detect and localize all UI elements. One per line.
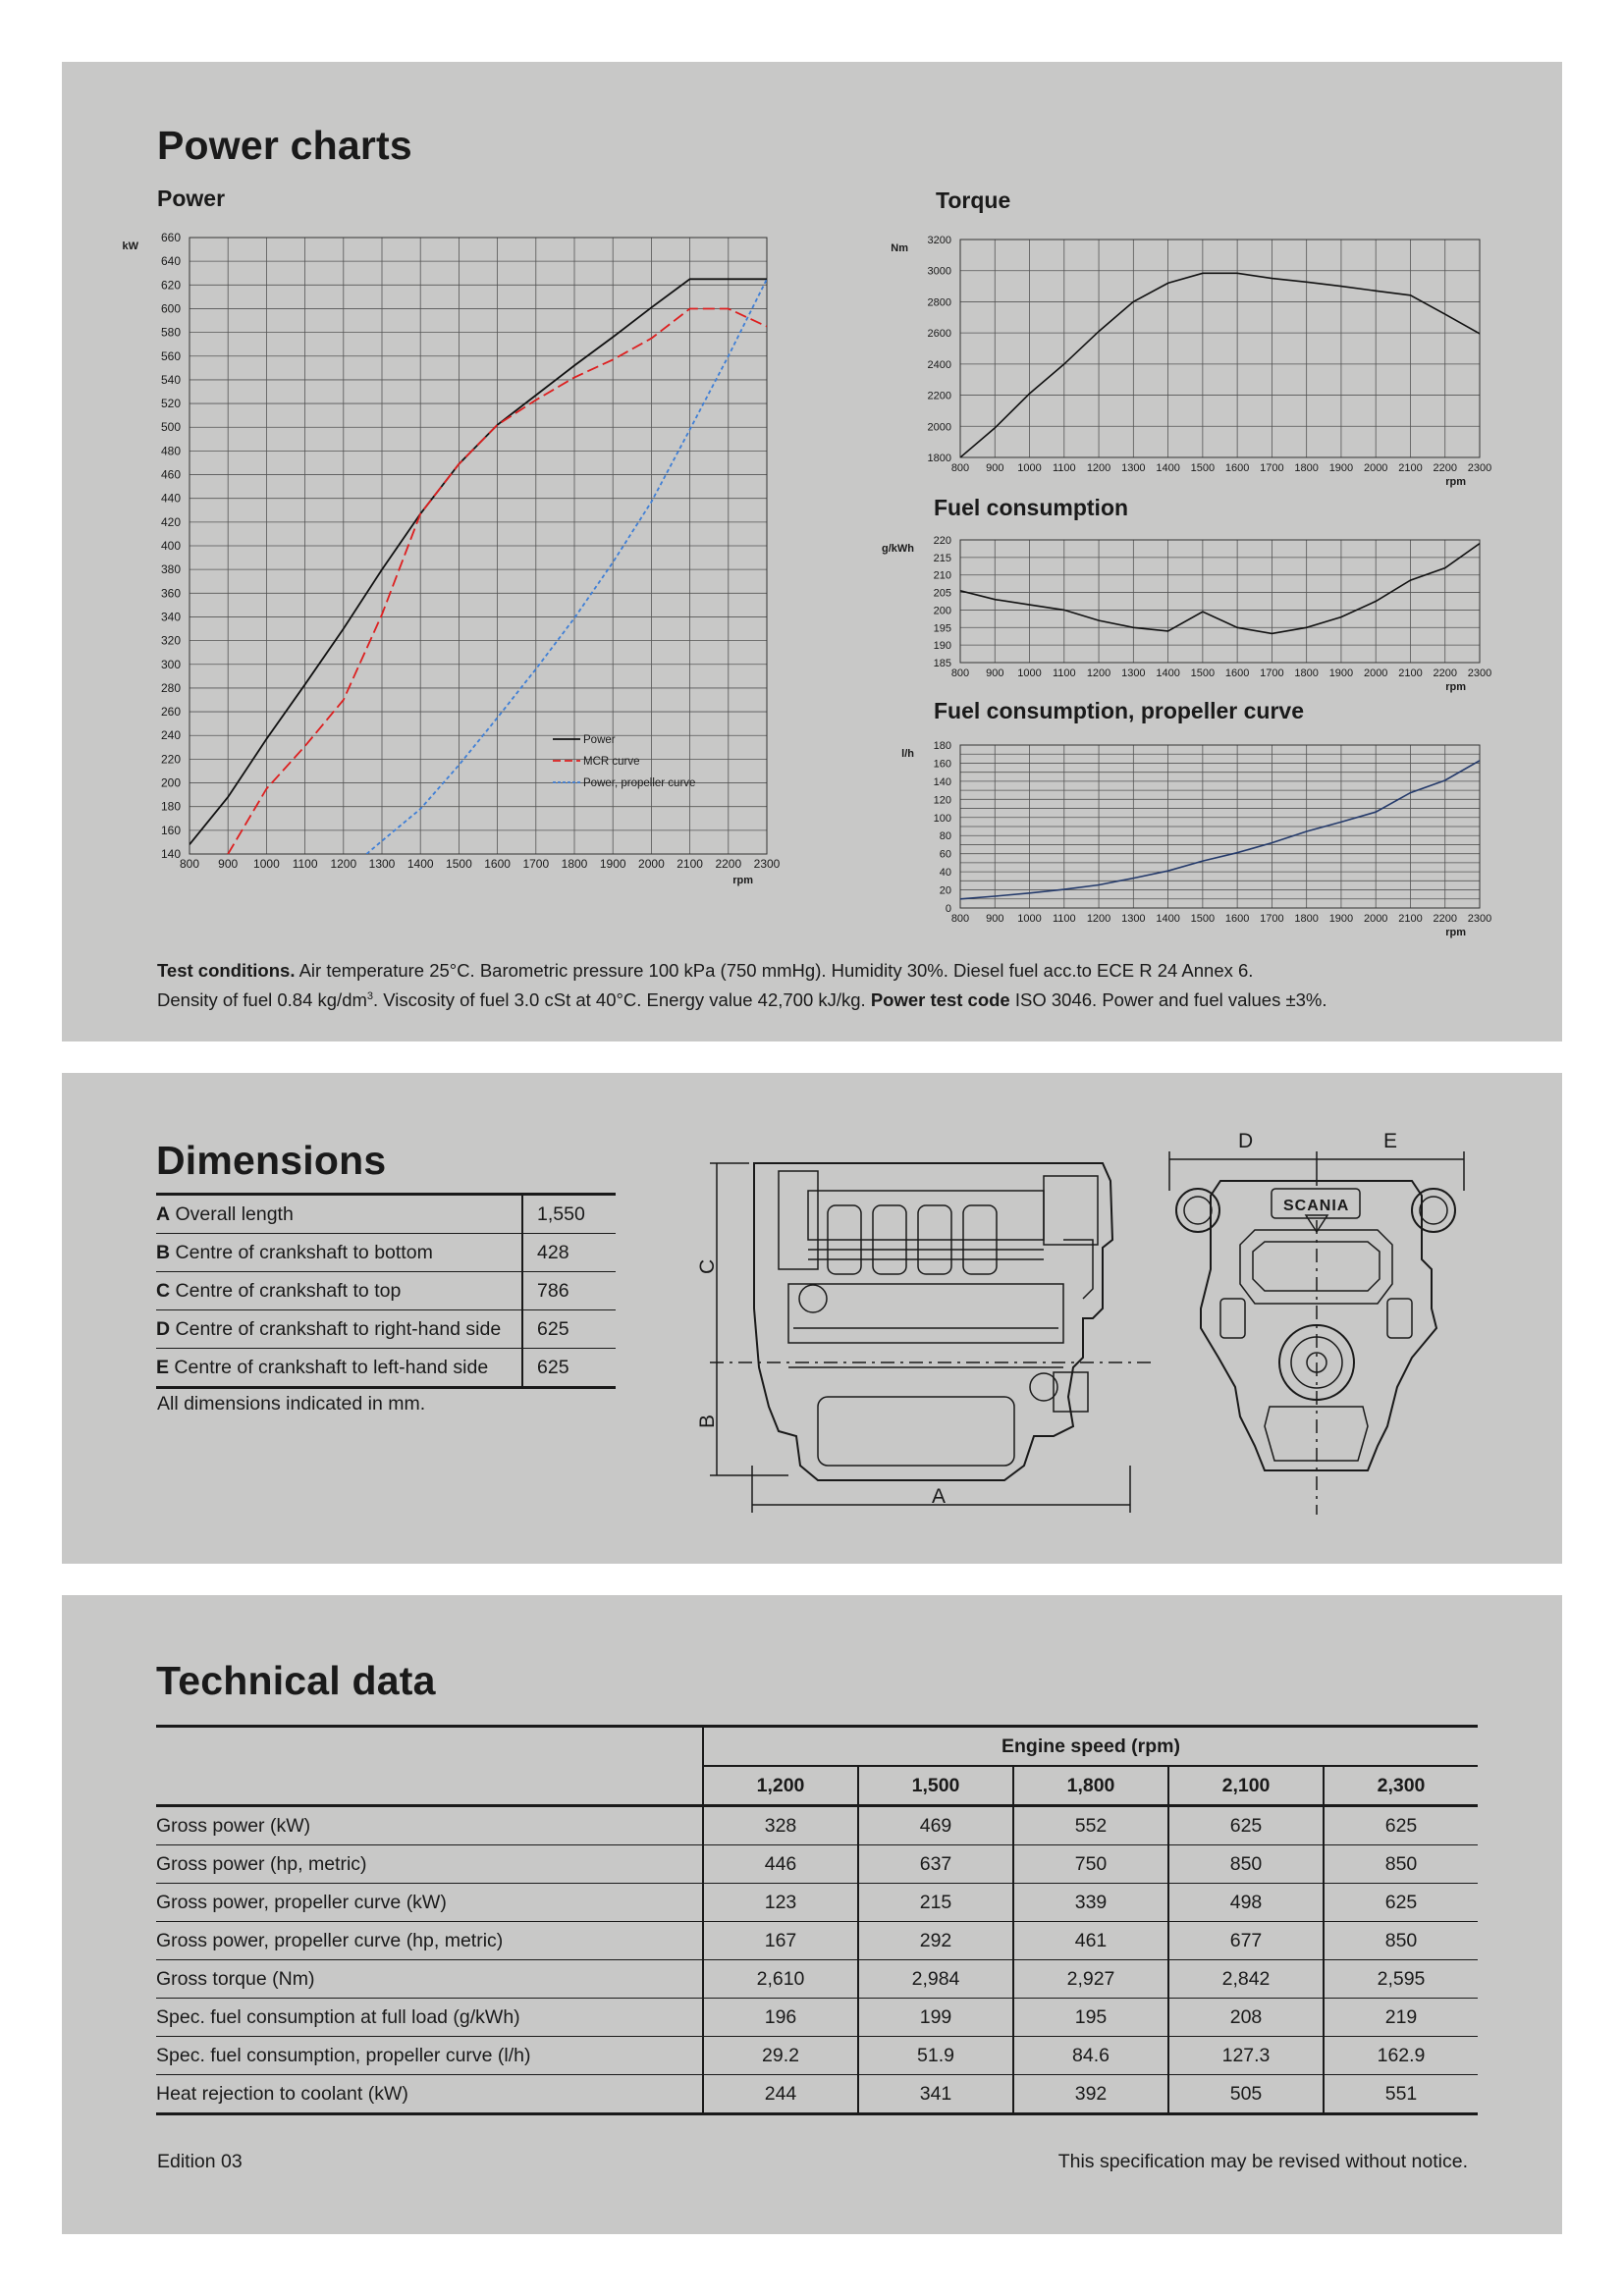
drawing-label-d: D bbox=[1238, 1130, 1254, 1152]
y-tick-label: 260 bbox=[160, 705, 181, 720]
table-cell: 469 bbox=[858, 1806, 1013, 1845]
row-label: Gross power, propeller curve (hp, metric) bbox=[156, 1922, 703, 1960]
technical-data-table bbox=[156, 1725, 1478, 2115]
x-tick-label: 1100 bbox=[1052, 667, 1076, 679]
y-tick-label: 580 bbox=[160, 325, 181, 340]
x-tick-label: 1000 bbox=[1017, 462, 1042, 474]
fuel-prop-chart-title: Fuel consumption, propeller curve bbox=[934, 698, 1305, 723]
y-tick-label: 540 bbox=[160, 372, 181, 387]
table-cell: 677 bbox=[1168, 1922, 1324, 1960]
test-conditions-lead: Test conditions. bbox=[157, 960, 296, 981]
x-tick-label: 2200 bbox=[1433, 913, 1457, 925]
y-tick-label: 3000 bbox=[927, 265, 951, 278]
dimension-value: 625 bbox=[522, 1349, 616, 1388]
drawing-label-a: A bbox=[932, 1485, 947, 1508]
table-row bbox=[156, 2037, 1478, 2075]
y-axis-label: l/h bbox=[901, 748, 914, 760]
x-tick-label: 2200 bbox=[1433, 462, 1457, 474]
edition-label: Edition 03 bbox=[157, 2151, 243, 2172]
technical-data-title: Technical data bbox=[156, 1658, 436, 1703]
x-tick-label: 1800 bbox=[1294, 462, 1319, 474]
table-cell: 196 bbox=[703, 1999, 858, 2037]
table-row bbox=[156, 2075, 1478, 2114]
x-tick-label: 1600 bbox=[1224, 913, 1250, 925]
y-tick-label: 140 bbox=[933, 775, 951, 788]
y-tick-label: 420 bbox=[160, 514, 181, 529]
y-tick-label: 215 bbox=[933, 552, 951, 564]
fuel-propeller-chart bbox=[62, 62, 1562, 955]
y-tick-label: 180 bbox=[160, 799, 181, 814]
table-cell: 219 bbox=[1324, 1999, 1478, 2037]
test-conditions-text2b: . Viscosity of fuel 3.0 cSt at 40°C. Energy value 42,700 kJ/kg. bbox=[373, 989, 871, 1011]
y-tick-label: 80 bbox=[939, 830, 951, 843]
y-tick-label: 2600 bbox=[927, 328, 951, 341]
x-tick-label: 1300 bbox=[1121, 667, 1146, 679]
y-tick-label: 60 bbox=[939, 848, 951, 861]
x-tick-label: 2100 bbox=[1398, 913, 1423, 925]
x-tick-label: 1100 bbox=[1052, 462, 1076, 474]
x-tick-label: 800 bbox=[950, 667, 970, 679]
drawing-label-e: E bbox=[1383, 1130, 1398, 1152]
legend-label: Power bbox=[583, 734, 616, 746]
x-tick-label: 1500 bbox=[1190, 667, 1216, 679]
table-row bbox=[156, 1884, 1478, 1922]
dimension-text: Centre of crankshaft to bottom bbox=[170, 1241, 433, 1263]
y-tick-label: 100 bbox=[933, 812, 951, 825]
row-label: Gross torque (Nm) bbox=[156, 1960, 703, 1999]
x-tick-label: 2100 bbox=[1398, 667, 1423, 679]
dimension-value: 1,550 bbox=[522, 1195, 616, 1234]
y-tick-label: 220 bbox=[160, 752, 181, 767]
power-charts-panel bbox=[62, 62, 1562, 1041]
table-row bbox=[156, 1845, 1478, 1884]
chart-grid bbox=[960, 745, 1480, 908]
y-tick-label: 185 bbox=[933, 658, 951, 669]
y-tick-label: 3200 bbox=[927, 235, 951, 246]
power-test-code-lead: Power test code bbox=[870, 989, 1010, 1011]
engine-speed-header: Engine speed (rpm) bbox=[703, 1727, 1478, 1767]
table-cell: 625 bbox=[1324, 1806, 1478, 1845]
y-tick-label: 500 bbox=[160, 420, 181, 435]
test-conditions-sup: 3 bbox=[366, 990, 374, 1002]
x-tick-label: 1000 bbox=[253, 857, 280, 871]
x-tick-label: 1500 bbox=[446, 857, 472, 871]
y-tick-label: 640 bbox=[160, 254, 181, 269]
x-tick-label: 2000 bbox=[1363, 667, 1388, 679]
scania-logo-text: SCANIA bbox=[1283, 1198, 1350, 1214]
x-tick-label: 1000 bbox=[1017, 913, 1042, 925]
x-tick-label: 1900 bbox=[1328, 667, 1354, 679]
x-tick-label: 1900 bbox=[599, 857, 626, 871]
x-tick-label: 2100 bbox=[677, 857, 703, 871]
table-cell: 208 bbox=[1168, 1999, 1324, 2037]
y-tick-label: 620 bbox=[160, 278, 181, 293]
power-charts-title: Power charts bbox=[157, 123, 412, 168]
table-cell: 215 bbox=[858, 1884, 1013, 1922]
y-tick-label: 160 bbox=[933, 758, 951, 771]
x-tick-label: 1000 bbox=[1017, 667, 1042, 679]
x-tick-label: 1200 bbox=[1086, 462, 1111, 474]
x-tick-label: 1100 bbox=[292, 857, 318, 871]
table-cell: 167 bbox=[703, 1922, 858, 1960]
x-tick-label: 1800 bbox=[561, 857, 588, 871]
table-cell: 2,610 bbox=[703, 1960, 858, 1999]
table-cell: 2,595 bbox=[1324, 1960, 1478, 1999]
x-tick-label: 1900 bbox=[1328, 462, 1354, 474]
dimension-key: E bbox=[156, 1356, 170, 1378]
engine-dimension-drawing bbox=[62, 1073, 1562, 1564]
table-cell: 2,927 bbox=[1013, 1960, 1168, 1999]
y-tick-label: 190 bbox=[933, 640, 951, 653]
table-cell: 552 bbox=[1013, 1806, 1168, 1845]
x-axis-label: rpm bbox=[732, 875, 753, 886]
x-tick-label: 2300 bbox=[1467, 462, 1492, 474]
y-tick-label: 2800 bbox=[927, 296, 951, 309]
test-conditions-text1: Air temperature 25°C. Barometric pressure 100 kPa (750 mmHg). Humidity 30%. Diesel fuel acc.to ECE R 24 Annex 6. bbox=[295, 960, 1254, 981]
y-axis-label: Nm bbox=[891, 242, 908, 254]
row-label: Gross power (kW) bbox=[156, 1806, 703, 1845]
fuel-chart-title: Fuel consumption bbox=[934, 495, 1129, 520]
speed-header-cell: 1,200 bbox=[703, 1766, 858, 1806]
table-cell: 328 bbox=[703, 1806, 858, 1845]
x-tick-label: 1300 bbox=[1121, 462, 1146, 474]
table-cell: 498 bbox=[1168, 1884, 1324, 1922]
table-cell: 123 bbox=[703, 1884, 858, 1922]
test-conditions-text2c: ISO 3046. Power and fuel values ±3%. bbox=[1009, 989, 1327, 1011]
dimension-text: Centre of crankshaft to left-hand side bbox=[169, 1356, 489, 1378]
row-label: Gross power (hp, metric) bbox=[156, 1845, 703, 1884]
dimension-key: D bbox=[156, 1317, 171, 1340]
dimension-value: 786 bbox=[522, 1272, 616, 1310]
table-cell: 850 bbox=[1168, 1845, 1324, 1884]
x-axis-label: rpm bbox=[1445, 927, 1466, 938]
y-tick-label: 220 bbox=[933, 535, 951, 547]
y-tick-label: 20 bbox=[939, 884, 951, 897]
y-tick-label: 2400 bbox=[927, 358, 951, 371]
table-cell: 551 bbox=[1324, 2075, 1478, 2114]
x-axis-label: rpm bbox=[1445, 476, 1466, 488]
table-cell: 850 bbox=[1324, 1845, 1478, 1884]
x-tick-label: 2300 bbox=[1467, 913, 1492, 925]
table-cell: 195 bbox=[1013, 1999, 1168, 2037]
table-cell: 29.2 bbox=[703, 2037, 858, 2075]
dimension-value: 625 bbox=[522, 1310, 616, 1349]
x-tick-label: 1900 bbox=[1328, 913, 1354, 925]
x-tick-label: 900 bbox=[986, 667, 1004, 679]
x-tick-label: 1600 bbox=[484, 857, 511, 871]
row-label: Spec. fuel consumption, propeller curve (l/h) bbox=[156, 2037, 703, 2075]
table-cell: 292 bbox=[858, 1922, 1013, 1960]
x-tick-label: 2100 bbox=[1398, 462, 1423, 474]
table-cell: 51.9 bbox=[858, 2037, 1013, 2075]
x-tick-label: 1500 bbox=[1190, 913, 1216, 925]
x-tick-label: 900 bbox=[986, 462, 1004, 474]
x-tick-label: 2000 bbox=[638, 857, 665, 871]
speed-header-cell: 2,300 bbox=[1324, 1766, 1478, 1806]
x-tick-label: 1200 bbox=[330, 857, 357, 871]
dimensions-note: All dimensions indicated in mm. bbox=[157, 1393, 426, 1415]
table-cell: 505 bbox=[1168, 2075, 1324, 2114]
x-tick-label: 2000 bbox=[1363, 913, 1388, 925]
x-tick-label: 1300 bbox=[368, 857, 396, 871]
y-tick-label: 205 bbox=[933, 587, 951, 600]
x-tick-label: 1500 bbox=[1190, 462, 1216, 474]
y-tick-label: 340 bbox=[160, 610, 181, 624]
y-axis-label: g/kWh bbox=[882, 543, 914, 555]
speed-header-cell: 1,800 bbox=[1013, 1766, 1168, 1806]
dimension-text: Overall length bbox=[170, 1202, 294, 1225]
row-label: Gross power, propeller curve (kW) bbox=[156, 1884, 703, 1922]
legend-label: MCR curve bbox=[583, 756, 640, 768]
y-tick-label: 660 bbox=[160, 231, 181, 244]
x-tick-label: 1400 bbox=[1156, 913, 1180, 925]
x-tick-label: 1700 bbox=[522, 857, 550, 871]
torque-chart-title: Torque bbox=[936, 187, 1011, 213]
x-tick-label: 1100 bbox=[1052, 913, 1076, 925]
table-cell: 244 bbox=[703, 2075, 858, 2114]
x-tick-label: 1800 bbox=[1294, 913, 1319, 925]
table-row bbox=[156, 1960, 1478, 1999]
y-tick-label: 120 bbox=[933, 794, 951, 807]
y-tick-label: 440 bbox=[160, 491, 181, 506]
table-cell: 84.6 bbox=[1013, 2037, 1168, 2075]
table-cell: 461 bbox=[1013, 1922, 1168, 1960]
revision-disclaimer: This specification may be revised without notice. bbox=[1057, 2151, 1468, 2172]
dimension-text: Centre of crankshaft to top bbox=[170, 1279, 402, 1302]
y-tick-label: 2000 bbox=[927, 421, 951, 434]
table-cell: 446 bbox=[703, 1845, 858, 1884]
dimensions-title: Dimensions bbox=[156, 1138, 387, 1183]
row-label: Spec. fuel consumption at full load (g/kWh) bbox=[156, 1999, 703, 2037]
y-tick-label: 2200 bbox=[927, 390, 951, 402]
y-tick-label: 520 bbox=[160, 397, 181, 411]
x-tick-label: 1400 bbox=[1156, 462, 1180, 474]
speed-header-cell: 2,100 bbox=[1168, 1766, 1324, 1806]
x-tick-label: 1400 bbox=[406, 857, 434, 871]
y-tick-label: 180 bbox=[933, 740, 951, 752]
y-tick-label: 240 bbox=[160, 728, 181, 743]
table-cell: 392 bbox=[1013, 2075, 1168, 2114]
test-conditions-note bbox=[157, 957, 1512, 1013]
y-tick-label: 200 bbox=[933, 605, 951, 617]
table-cell: 625 bbox=[1324, 1884, 1478, 1922]
y-tick-label: 380 bbox=[160, 562, 181, 577]
x-tick-label: 1600 bbox=[1224, 667, 1250, 679]
x-tick-label: 1700 bbox=[1260, 667, 1284, 679]
drawing-label-b: B bbox=[696, 1414, 719, 1428]
x-tick-label: 1700 bbox=[1260, 462, 1284, 474]
table-cell: 637 bbox=[858, 1845, 1013, 1884]
table-cell: 162.9 bbox=[1324, 2037, 1478, 2075]
x-tick-label: 1700 bbox=[1260, 913, 1284, 925]
speed-header-cell: 1,500 bbox=[858, 1766, 1013, 1806]
y-tick-label: 360 bbox=[160, 586, 181, 601]
dimension-value: 428 bbox=[522, 1234, 616, 1272]
table-cell: 750 bbox=[1013, 1845, 1168, 1884]
x-tick-label: 2200 bbox=[715, 857, 742, 871]
y-tick-label: 210 bbox=[933, 569, 951, 582]
row-label: Heat rejection to coolant (kW) bbox=[156, 2075, 703, 2114]
x-tick-label: 1600 bbox=[1224, 462, 1250, 474]
x-axis-label: rpm bbox=[1445, 681, 1466, 693]
y-tick-label: 40 bbox=[939, 867, 951, 880]
x-tick-label: 1300 bbox=[1121, 913, 1146, 925]
table-cell: 850 bbox=[1324, 1922, 1478, 1960]
x-tick-label: 800 bbox=[950, 913, 970, 925]
y-tick-label: 300 bbox=[160, 657, 181, 671]
x-tick-label: 2200 bbox=[1433, 667, 1457, 679]
x-tick-label: 1200 bbox=[1086, 913, 1111, 925]
table-header-group-row bbox=[156, 1727, 1478, 1767]
y-tick-label: 0 bbox=[945, 903, 951, 915]
x-tick-label: 900 bbox=[218, 857, 239, 871]
table-row bbox=[156, 1806, 1478, 1845]
x-tick-label: 800 bbox=[950, 462, 970, 474]
table-header-speed-row bbox=[156, 1766, 1478, 1806]
y-tick-label: 280 bbox=[160, 680, 181, 695]
power-chart-title: Power bbox=[157, 186, 226, 211]
table-cell: 2,842 bbox=[1168, 1960, 1324, 1999]
x-tick-label: 1800 bbox=[1294, 667, 1319, 679]
y-tick-label: 460 bbox=[160, 467, 181, 482]
table-cell: 339 bbox=[1013, 1884, 1168, 1922]
y-tick-label: 600 bbox=[160, 301, 181, 316]
x-tick-label: 1400 bbox=[1156, 667, 1180, 679]
engine-front-view bbox=[1176, 1181, 1455, 1470]
table-cell: 2,984 bbox=[858, 1960, 1013, 1999]
table-cell: 199 bbox=[858, 1999, 1013, 2037]
dimension-key: B bbox=[156, 1241, 171, 1263]
y-tick-label: 560 bbox=[160, 348, 181, 363]
y-tick-label: 400 bbox=[160, 539, 181, 553]
engine-side-view bbox=[754, 1163, 1112, 1480]
x-tick-label: 2300 bbox=[753, 857, 781, 871]
y-tick-label: 140 bbox=[160, 847, 181, 861]
x-tick-label: 2000 bbox=[1363, 462, 1388, 474]
drawing-label-c: C bbox=[696, 1258, 719, 1274]
x-tick-label: 1200 bbox=[1086, 667, 1111, 679]
table-row bbox=[156, 1922, 1478, 1960]
table-cell: 625 bbox=[1168, 1806, 1324, 1845]
dimension-text: Centre of crankshaft to right-hand side bbox=[170, 1317, 502, 1340]
y-axis-label: kW bbox=[122, 240, 138, 252]
x-tick-label: 2300 bbox=[1467, 667, 1492, 679]
legend-label: Power, propeller curve bbox=[583, 777, 696, 789]
y-tick-label: 200 bbox=[160, 775, 181, 790]
table-cell: 341 bbox=[858, 2075, 1013, 2114]
y-tick-label: 195 bbox=[933, 622, 951, 635]
dimension-key: C bbox=[156, 1279, 171, 1302]
y-tick-label: 480 bbox=[160, 444, 181, 458]
y-tick-label: 1800 bbox=[927, 453, 951, 464]
y-tick-label: 160 bbox=[160, 823, 181, 837]
technical-data-panel bbox=[62, 1595, 1562, 2234]
table-cell: 127.3 bbox=[1168, 2037, 1324, 2075]
y-tick-label: 320 bbox=[160, 633, 181, 648]
dimension-key: A bbox=[156, 1202, 171, 1225]
x-tick-label: 900 bbox=[986, 913, 1004, 925]
x-tick-label: 800 bbox=[179, 857, 200, 871]
test-conditions-text2a: Density of fuel 0.84 kg/dm bbox=[157, 989, 367, 1011]
dimensions-panel bbox=[62, 1073, 1562, 1564]
table-row bbox=[156, 1999, 1478, 2037]
